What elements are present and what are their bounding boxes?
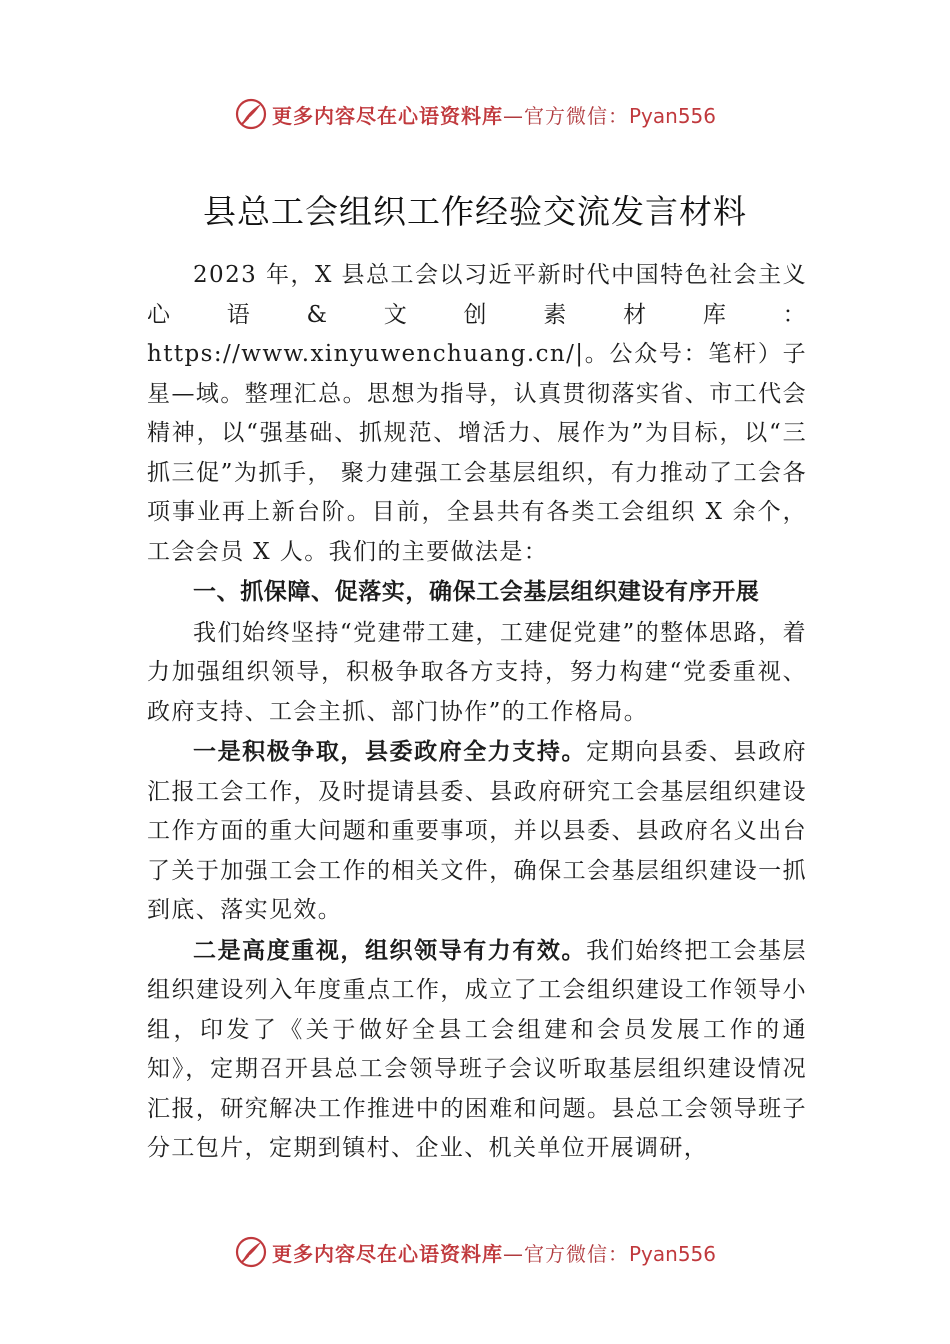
- watermark-prefix: 更多内容尽在心语资料库: [271, 103, 503, 128]
- header-watermark: [0, 94, 950, 134]
- feather-pen-logo-icon: [234, 1235, 268, 1269]
- watermark-label: 官方微信：: [523, 1241, 629, 1266]
- section-1-paragraph: 我们始终坚持“党建带工建，工建促党建”的整体思路，着力加强组织领导，积极争取各方支持，努力构建“党委重视、政府支持、工会主抓、部门协作”的工作格局。: [147, 619, 807, 725]
- document-title: 县总工会组织工作经验交流发言材料: [203, 192, 747, 231]
- watermark-account: Pyan556: [628, 103, 716, 128]
- point-1-text: 定期向县委、县政府汇报工会工作，及时提请县委、县政府研究工会基层组织建设工作方面的重大问题和重要事项，并以县委、县政府名义出台了关于加强工会工作的相关文件，确保工会基层组织建设一抓到底、落实见效。: [147, 739, 807, 923]
- document-body: [147, 256, 807, 1169]
- footer-watermark: [0, 1232, 950, 1272]
- feather-pen-logo-icon: [234, 97, 268, 131]
- intro-paragraph: 2023 年，X 县总工会以习近平新时代中国特色社会主义心语&文创素材库：https://www.xinyuwenchuang.cn/|。公众号：笔杆）子星—域。整理汇总。思想为指导，认真贯彻落实省、市工代会精神，以“强基础、抓规范、增活力、展作为”为目标，以“三抓三促”为抓手， 聚力建强工会基层组织，有力推动了工会各项事业再上新台阶。目前，全县共有各类工会组织 X 余个，工会会员 X 人。我们的主要做法是：: [147, 262, 807, 565]
- watermark-dash: —: [502, 1241, 524, 1266]
- point-1-lead: 一是积极争取，县委政府全力支持。: [193, 739, 587, 765]
- point-1-paragraph: [147, 733, 807, 931]
- point-2-text: 我们始终把工会基层组织建设列入年度重点工作，成立了工会组织建设工作领导小组，印发了《关于做好全县工会组建和会员发展工作的通知》，定期召开县总工会领导班子会议听取基层组织建设情况汇报，研究解决工作推进中的困难和问题。县总工会领导班子分工包片，定期到镇村、企业、机关单位开展调研，: [147, 937, 807, 1161]
- point-2-paragraph: [147, 932, 807, 1169]
- watermark-prefix: 更多内容尽在心语资料库: [271, 1241, 503, 1266]
- point-2-lead: 二是高度重视，组织领导有力有效。: [193, 937, 587, 964]
- section-heading-1: 一、抓保障、促落实，确保工会基层组织建设有序开展: [193, 579, 760, 605]
- watermark-label: 官方微信：: [523, 103, 629, 128]
- watermark-text: [272, 100, 716, 129]
- watermark-text: [272, 1238, 716, 1267]
- watermark-dash: —: [502, 103, 524, 128]
- watermark-account: Pyan556: [628, 1241, 716, 1266]
